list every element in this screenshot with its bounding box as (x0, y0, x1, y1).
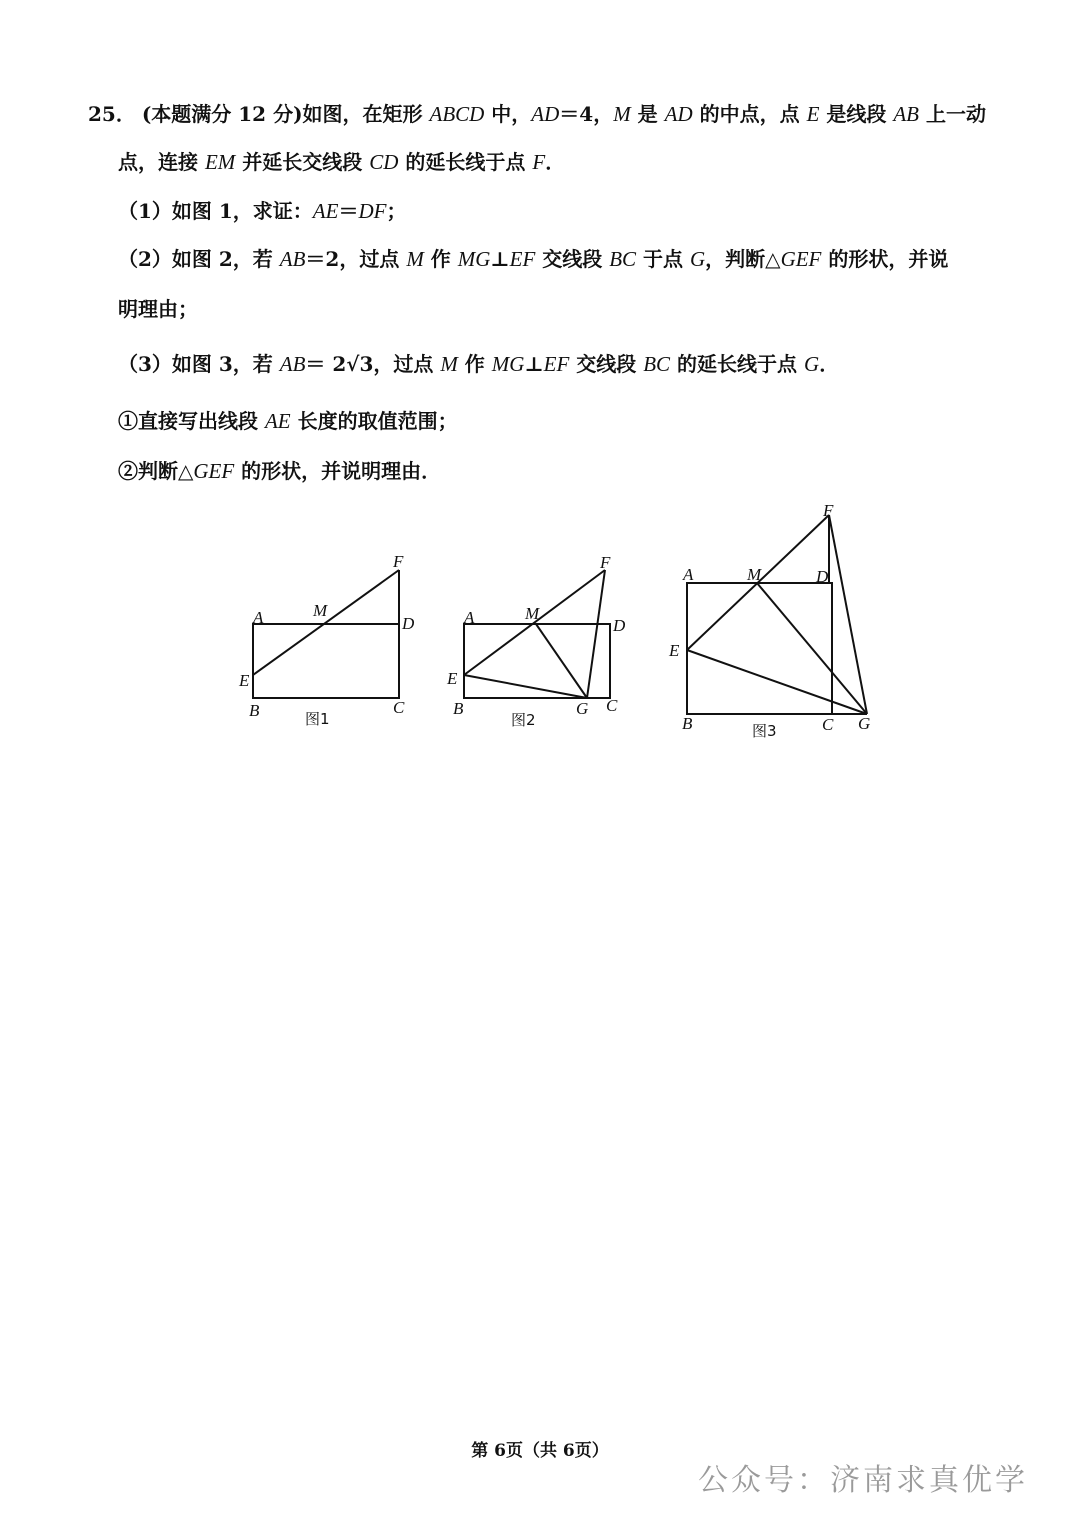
var-g: G (690, 247, 706, 271)
fig3-label-f: F (823, 501, 834, 520)
part-2-cont (118, 295, 198, 323)
text: ，判断△ (705, 247, 781, 271)
text: ＝ (338, 199, 359, 223)
question-line-1 (88, 100, 986, 128)
text: （2）如图 2，若 (118, 247, 280, 271)
var-m: M (613, 102, 631, 126)
var-f: F (532, 150, 546, 174)
text: 是 (630, 102, 665, 126)
text: （3）如图 3，若 (118, 352, 280, 376)
fig3-label-a: A (683, 565, 694, 584)
text: ＝ 2√3，过点 (305, 352, 441, 376)
text: 于点 (636, 247, 690, 271)
var-g: G (804, 352, 820, 376)
text: ． (545, 150, 566, 174)
fig2-label-e: E (447, 669, 458, 688)
var-m: M (406, 247, 424, 271)
text: 交线段 (535, 247, 610, 271)
fig2-label-d: D (613, 616, 626, 635)
fig1-label-e: E (239, 671, 250, 690)
fig1-caption: 图1 (305, 710, 330, 728)
watermark-text: 公众号：济南求真优学 (698, 1463, 1028, 1498)
var-ad: AD (664, 102, 693, 126)
text: 并延长交线段 (235, 150, 370, 174)
question-line-2 (118, 148, 565, 176)
var-ab: AB (893, 102, 920, 126)
var-ab: AB (279, 247, 306, 271)
text: 的中点，点 (692, 102, 807, 126)
text: 的延长线于点 (670, 352, 805, 376)
text: ； (386, 199, 407, 223)
fig2-label-a: A (464, 608, 475, 627)
var-m: M (440, 352, 458, 376)
part-2 (118, 245, 948, 273)
fig1-label-a: A (253, 608, 264, 627)
fig2-line-mg (536, 624, 587, 698)
fig3-line-fg (829, 515, 867, 714)
fig1-label-b: B (249, 701, 260, 720)
text: 点，连接 (118, 150, 205, 174)
page-footer: 第 6页（共 6页） (471, 1441, 609, 1461)
fig1-label-f: F (393, 552, 404, 571)
var-ad: AD (531, 102, 560, 126)
fig2-label-g: G (576, 699, 589, 718)
fig1-label-c: C (393, 698, 405, 717)
var-gef: GEF (780, 247, 822, 271)
var-ab: AB (279, 352, 306, 376)
var-ae: AE (312, 199, 339, 223)
geometry-figures (235, 495, 885, 755)
var-mg: MG (457, 247, 491, 271)
fig2-label-c: C (606, 696, 618, 715)
fig3-label-b: B (682, 714, 693, 733)
text: ⊥ (490, 247, 510, 271)
var-em: EM (204, 150, 236, 174)
fig3-label-d: D (816, 567, 829, 586)
fig1-line-ef (253, 570, 399, 675)
fig2-label-f: F (600, 553, 611, 572)
fig3-label-e: E (669, 641, 680, 660)
question-number: 25． (88, 102, 136, 126)
fig1-rectangle (253, 624, 399, 698)
text: 明理由； (118, 297, 198, 321)
fig2-label-m: M (525, 604, 540, 623)
text: 是线段 (819, 102, 894, 126)
text: ＝2，过点 (305, 247, 407, 271)
text: 交线段 (569, 352, 644, 376)
text: 作 (457, 352, 492, 376)
subpart-2 (118, 457, 441, 485)
text: （1）如图 1，求证： (118, 199, 313, 223)
var-ef: EF (509, 247, 536, 271)
text: 的延长线于点 (398, 150, 533, 174)
part-1 (118, 197, 406, 225)
text: 的形状，并说明理由． (234, 459, 442, 483)
text: 长度的取值范围； (290, 409, 458, 433)
fig1-label-d: D (402, 614, 415, 633)
var-ae: AE (264, 409, 291, 433)
fig2-line-eg (464, 675, 587, 698)
var-e: E (806, 102, 820, 126)
text: 中， (484, 102, 532, 126)
part-3 (118, 350, 839, 378)
fig2-caption: 图2 (511, 711, 536, 729)
var-bc: BC (609, 247, 637, 271)
text: 的形状，并说 (821, 247, 949, 271)
fig3-caption: 图3 (752, 722, 777, 740)
fig3-label-c: C (822, 715, 834, 734)
text: 上一动 (919, 102, 986, 126)
fig2-line-gf (587, 570, 605, 698)
text: (本题满分 12 分)如图，在矩形 (141, 102, 430, 126)
text: ⊥ (524, 352, 544, 376)
fig2-label-b: B (453, 699, 464, 718)
text: ＝4， (559, 102, 614, 126)
var-abcd: ABCD (429, 102, 485, 126)
subpart-1 (118, 407, 458, 435)
fig3-label-m: M (747, 565, 762, 584)
var-gef: GEF (193, 459, 235, 483)
text: 作 (423, 247, 458, 271)
figures (235, 495, 885, 755)
var-df: DF (358, 199, 387, 223)
var-bc: BC (643, 352, 671, 376)
var-cd: CD (369, 150, 399, 174)
text: ②判断△ (118, 459, 194, 483)
var-mg: MG (491, 352, 525, 376)
fig3-label-g: G (858, 714, 871, 733)
fig1-label-m: M (313, 601, 328, 620)
var-ef: EF (543, 352, 570, 376)
text: ． (819, 352, 840, 376)
text: ①直接写出线段 (118, 409, 265, 433)
